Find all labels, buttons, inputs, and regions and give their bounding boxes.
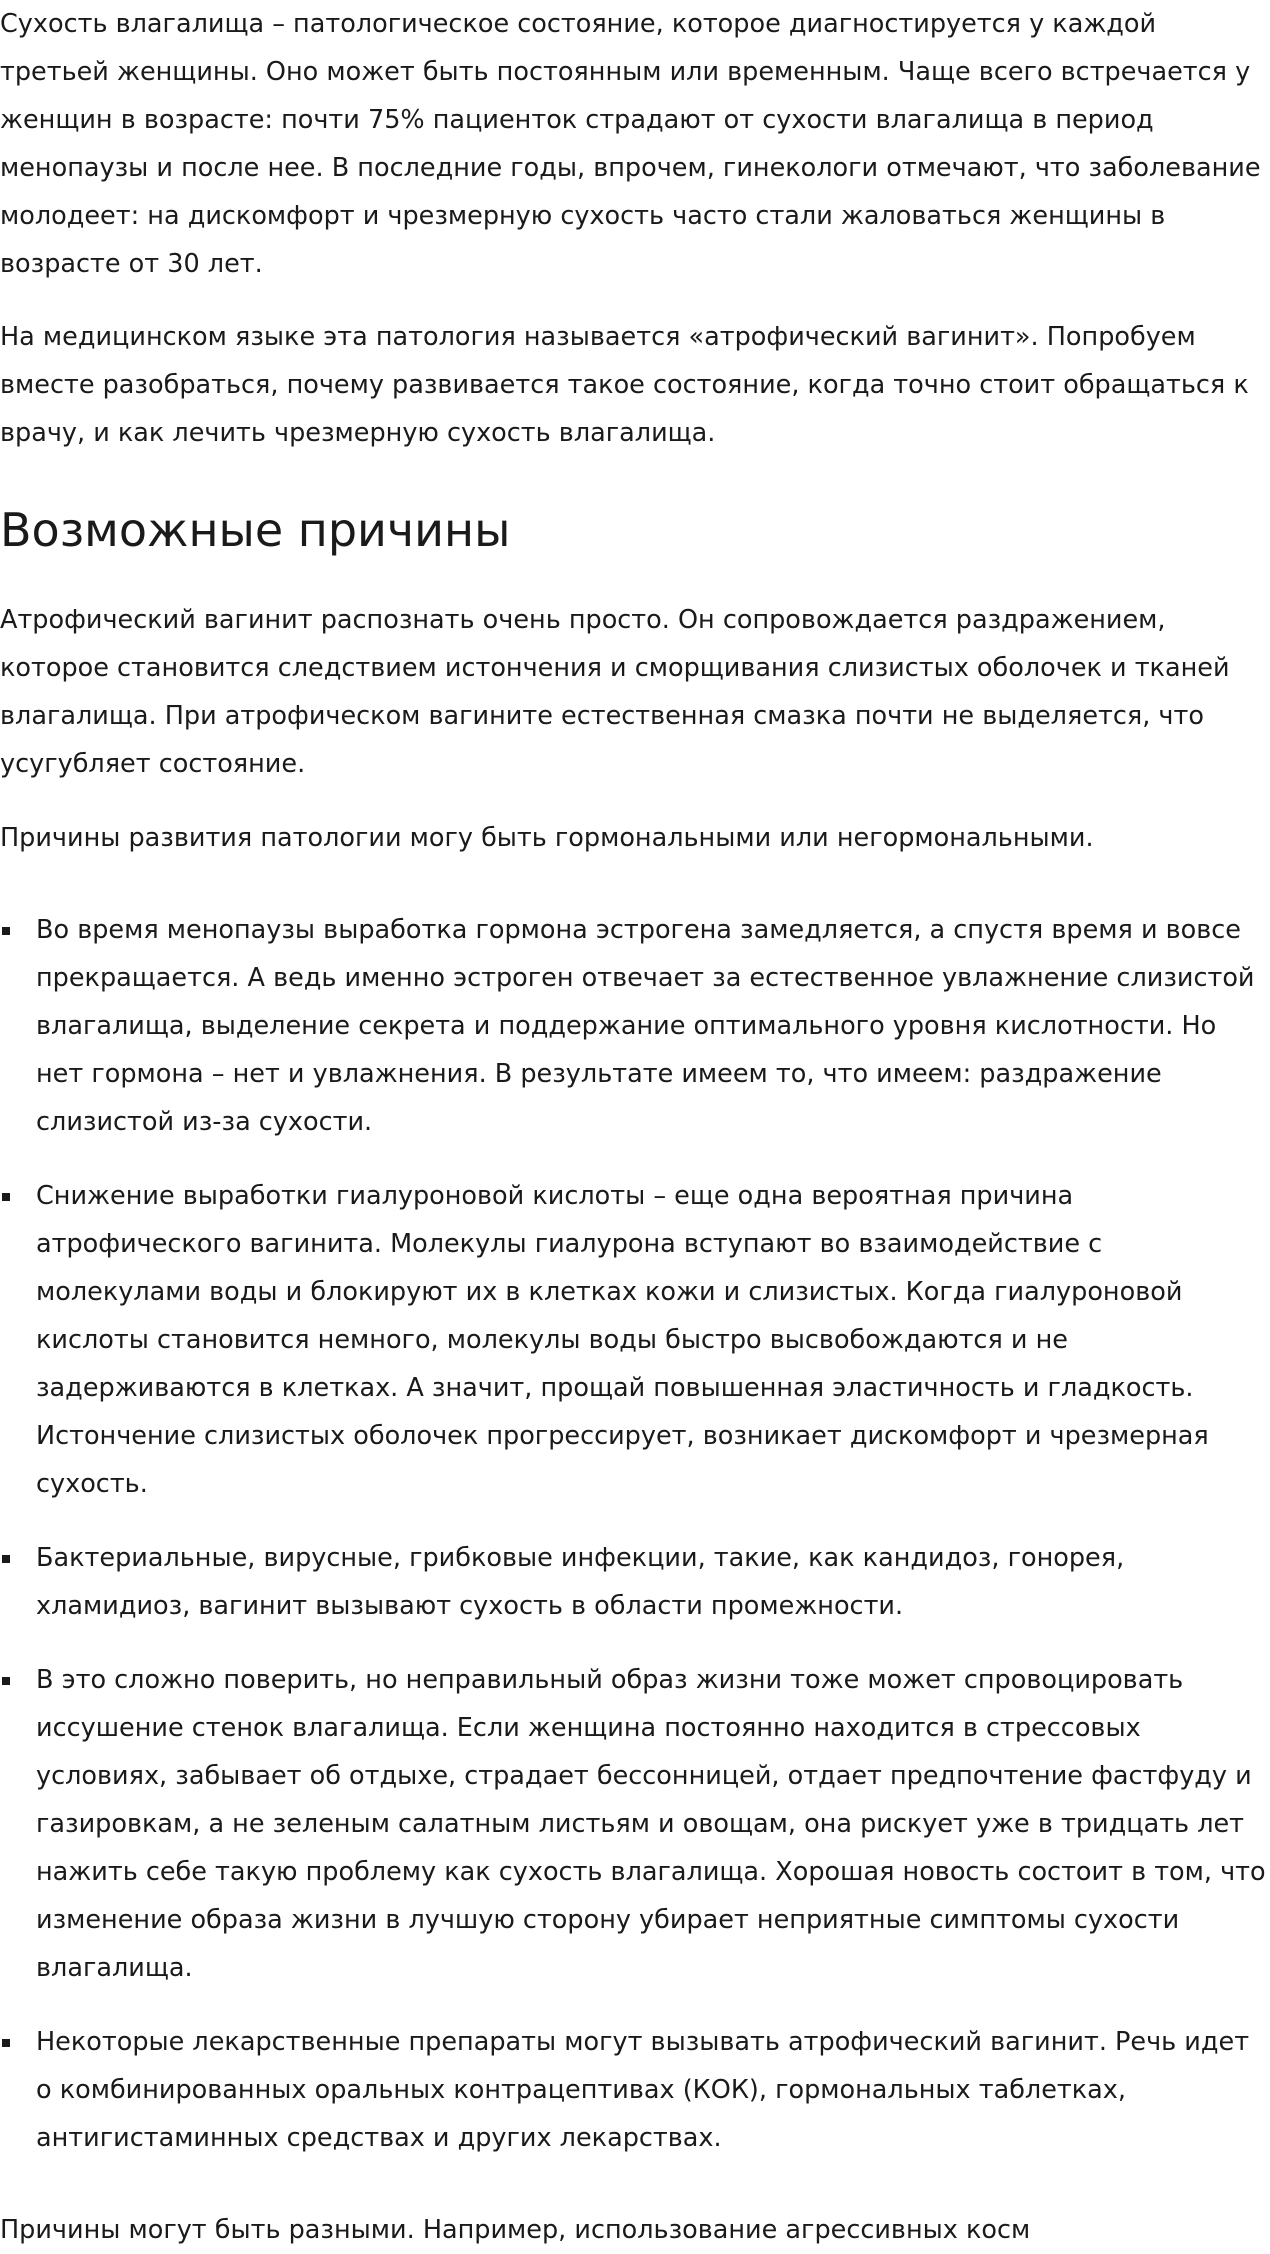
list-item	[0, 1534, 1270, 1630]
causes-paragraph-1: Атрофический вагинит распознать очень просто. Он сопровождается раздражением, которое становится следствием истончения и сморщивания слизистых оболочек и тканей влагалища. При атрофическом вагините естественная смазка почти не выделяется, что усугубляет состояние.	[0, 605, 1230, 779]
square-bullet-icon	[2, 1677, 10, 1685]
intro-paragraph-1: Сухость влагалища – патологическое состояние, которое диагностируется у каждой третьей женщины. Оно может быть постоянным или временным. Чаще всего встречается у женщин в возрасте: почти 75% пациенток страдают от сухости влагалища в период менопаузы и после нее. В последние годы, впрочем, гинекологи отмечают, что заболевание молодеет: на дискомфорт и чрезмерную сухость часто стали жаловаться женщины в возрасте от 30 лет.	[0, 9, 1261, 279]
list-item-text: Некоторые лекарственные препараты могут вызывать атрофический вагинит. Речь идет о комбинированных оральных контрацептивах (КОК), гормональных таблетках, антигистаминных средствах и других лекарствах.	[36, 2027, 1250, 2153]
intro-paragraph-2: На медицинском языке эта патология называется «атрофический вагинит». Попробуем вместе разобраться, почему развивается такое состояние, когда точно стоит обращаться к врачу, и как лечить чрезмерную сухость влагалища.	[0, 322, 1249, 448]
causes-paragraph-2: Причины развития патологии могу быть гормональными или негормональными.	[0, 823, 1094, 853]
list-item-text: В это сложно поверить, но неправильный образ жизни тоже может спровоцировать иссушение стенок влагалища. Если женщина постоянно находится в стрессовых условиях, забывает об отдыхе, страдает бессонницей, отдает предпочтение фастфуду и газировкам, а не зеленым салатным листьям и овощам, она рискует уже в тридцать лет нажить себе такую проблему как сухость влагалища. Хорошая новость состоит в том, что изменение образа жизни в лучшую сторону убирает неприятные симптомы сухости влагалища.	[36, 1665, 1266, 1983]
list-item	[0, 1172, 1270, 1508]
list-item	[0, 1656, 1270, 1992]
square-bullet-icon	[2, 2039, 10, 2047]
list-item-text: Снижение выработки гиалуроновой кислоты – еще одна вероятная причина атрофического вагинита. Молекулы гиалурона вступают во взаимодействие с молекулами воды и блокируют их в клетках кожи и слизистых. Когда гиалуроновой кислоты становится немного, молекулы воды быстро высвобождаются и не задерживаются в клетках. А значит, прощай повышенная эластичность и гладкость. Истончение слизистых оболочек прогрессирует, возникает дискомфорт и чрезмерная сухость.	[36, 1181, 1209, 1499]
square-bullet-icon	[2, 1555, 10, 1563]
causes-paragraph-3: Причины могут быть разными. Например, использование агрессивных косм	[0, 2215, 1031, 2245]
section-heading-causes: Возможные причины	[0, 503, 511, 557]
list-item	[0, 906, 1270, 1146]
list-item-text: Во время менопаузы выработка гормона эстрогена замедляется, а спустя время и вовсе прекращается. А ведь именно эстроген отвечает за естественное увлажнение слизистой влагалища, выделение секрета и поддержание оптимального уровня кислотности. Но нет гормона – нет и увлажнения. В результате имеем то, что имеем: раздражение слизистой из-за сухости.	[36, 915, 1255, 1137]
list-item-text: Бактериальные, вирусные, грибковые инфекции, такие, как кандидоз, гонорея, хламидиоз, вагинит вызывают сухость в области промежности.	[36, 1543, 1125, 1621]
list-item	[0, 2018, 1270, 2162]
square-bullet-icon	[2, 1193, 10, 1201]
causes-list	[0, 906, 1270, 2162]
square-bullet-icon	[2, 927, 10, 935]
